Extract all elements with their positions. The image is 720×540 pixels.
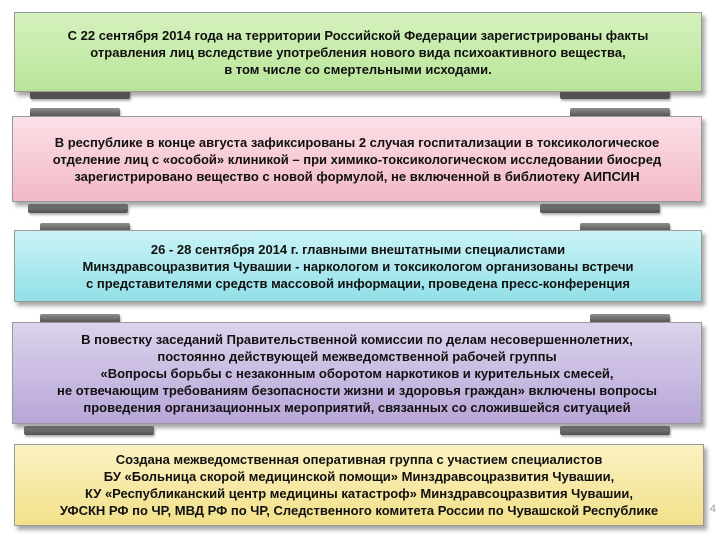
info-box-commission-agenda xyxy=(12,322,702,424)
box-text-line: отделение лиц с «особой» клиникой – при химико-токсикологическом исследовании биосред xyxy=(52,151,662,167)
ribbon-tab xyxy=(560,426,670,435)
box-text-line: «Вопросы борьбы с незаконным оборотом наркотиков и курительных смесей, xyxy=(100,365,614,381)
box-text-line: постоянно действующей межведомственной рабочей группы xyxy=(157,348,557,364)
box-text-line: не отвечающим требованиям безопасности жизни и здоровья граждан» включены вопросы xyxy=(57,382,657,398)
box-text-line: В республике в конце августа зафиксированы 2 случая госпитализации в токсикологическое xyxy=(54,134,660,150)
ribbon-tab xyxy=(24,426,154,435)
box-text-line: КУ «Республиканский центр медицины катастроф» Минздравсоцразвития Чувашии, xyxy=(84,486,633,501)
box-text-line: Минздравсоцразвития Чувашии - наркологом и токсикологом организованы встречи xyxy=(82,258,634,274)
box-text-line: БУ «Больница скорой медицинской помощи» Минздравсоцразвития Чувашии, xyxy=(103,469,615,484)
info-box-hospitalization xyxy=(12,116,702,202)
info-box-press-conference xyxy=(14,230,702,302)
page-number: 4 xyxy=(709,503,716,515)
box-text-line: отравления лиц вследствие употребления нового вида психоактивного вещества, xyxy=(90,44,626,60)
box-text-line: 26 - 28 сентября 2014 г. главными внештатными специалистами xyxy=(150,241,566,257)
info-box-operational-group xyxy=(14,444,704,526)
box-text-line: зарегистрировано вещество с новой формулой, не включенной в библиотеку АИПСИН xyxy=(74,168,640,184)
info-box-poisoning-cases xyxy=(14,12,702,92)
box-text-line: с представителями средств массовой информации, проведена пресс-конференция xyxy=(86,275,630,291)
box-text-line: проведения организационных мероприятий, связанных со сложившейся ситуацией xyxy=(83,399,631,415)
ribbon-tab xyxy=(28,204,128,213)
box-text-line: в том числе со смертельными исходами. xyxy=(224,61,492,77)
ribbon-tab xyxy=(540,204,660,213)
box-text-line: В повестку заседаний Правительственной комиссии по делам несовершеннолетних, xyxy=(81,331,633,347)
box-text-line: УФСКН РФ по ЧР, МВД РФ по ЧР, Следственного комитета России по Чувашской Республике xyxy=(59,503,659,518)
box-text-line: Создана межведомственная оперативная группа с участием специалистов xyxy=(115,452,603,467)
box-text-line: С 22 сентября 2014 года на территории Российской Федерации зарегистрированы факты xyxy=(67,27,649,43)
